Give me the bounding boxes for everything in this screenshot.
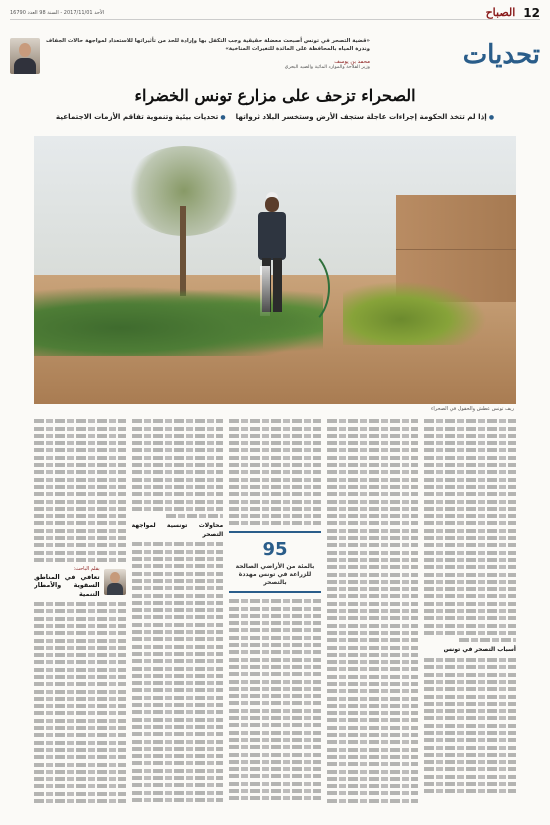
text-line [34, 690, 126, 694]
byline-photo [104, 569, 126, 595]
photo-water-stream [260, 266, 270, 316]
text-line [229, 492, 321, 496]
text-line [424, 521, 516, 525]
text-line [424, 434, 516, 438]
text-line [327, 770, 419, 774]
text-line [229, 621, 321, 625]
text-line [132, 608, 224, 612]
text-line [327, 521, 419, 525]
text-line [229, 478, 321, 482]
text-line [34, 660, 126, 664]
text-line [424, 716, 516, 720]
subhead-2: ● تحديات بيئية وتنموية تفاقم الأزمات الاجتماعية [56, 112, 226, 121]
text-line [132, 542, 224, 546]
text-line [327, 441, 419, 445]
text-line [327, 551, 419, 555]
text-line [327, 616, 419, 620]
text-line [424, 514, 516, 518]
text-line [327, 565, 419, 569]
text-line [327, 448, 419, 452]
text-line [34, 711, 126, 715]
text-line [424, 558, 516, 562]
text-line [229, 687, 321, 691]
text-line [34, 427, 126, 431]
text-line [34, 733, 126, 737]
article-subheads [10, 112, 540, 121]
photo-crops-right [343, 281, 488, 345]
text-line [34, 719, 126, 723]
text-line [229, 521, 321, 525]
page-number: 12 [523, 5, 540, 20]
text-line [327, 791, 419, 795]
article-photo [34, 136, 516, 404]
body-column-1 [424, 416, 516, 816]
text-line [229, 514, 321, 518]
top-bar [10, 6, 540, 20]
text-line [327, 740, 419, 744]
text-line [34, 755, 126, 759]
text-line [327, 514, 419, 518]
text-line [424, 441, 516, 445]
text-line [229, 485, 321, 489]
text-line [132, 645, 224, 649]
body-column-5 [34, 416, 126, 816]
text-line [424, 485, 516, 489]
text-line [424, 427, 516, 431]
text-line [424, 543, 516, 547]
text-line [327, 500, 419, 504]
text-line [327, 456, 419, 460]
text-line [132, 557, 224, 561]
article-headline: الصحراء تزحف على مزارع تونس الخضراء [134, 86, 416, 105]
text-line [327, 602, 419, 606]
section-title: تحديات [462, 40, 540, 70]
text-line [229, 738, 321, 742]
text-line [424, 687, 516, 691]
text-line [229, 694, 321, 698]
text-line [34, 770, 126, 774]
text-line [132, 594, 224, 598]
col1-subheading: أسباب التصحر في تونس [443, 646, 516, 654]
text-line [34, 602, 126, 606]
text-line [327, 631, 419, 635]
text-line [327, 485, 419, 489]
text-line [229, 796, 321, 800]
text-line [327, 594, 419, 598]
author-quote: «قضية التصحر في تونس أصبحت معضلة حقيقية وجب التكفل بها وإرادة للحد من تأثيراتها للاستعداد لمواجهة حالات الجفاف وندرة المياه بالمحافظة على المائدة للتغيرات المناخية» [46, 38, 370, 52]
dateline: الأحد 2017/11/01 - السنة 98 العدد 16790 [10, 9, 105, 16]
text-line [229, 448, 321, 452]
text-line [34, 536, 126, 540]
text-line [34, 543, 126, 547]
text-line [327, 470, 419, 474]
text-line [34, 456, 126, 460]
text-line [424, 594, 516, 598]
text-line [229, 628, 321, 632]
text-line [459, 638, 516, 642]
text-line [132, 630, 224, 634]
text-line [34, 631, 126, 635]
pullquote-text: بالمئة من الأراضي الصالحة للزراعة في تونس مهددة بالتصحر [235, 563, 315, 587]
text-line [132, 601, 224, 605]
text-line [424, 782, 516, 786]
text-line [424, 419, 516, 423]
text-line [424, 665, 516, 669]
newspaper-masthead: الصباح [485, 6, 516, 19]
text-line [424, 478, 516, 482]
text-line [132, 652, 224, 656]
text-line [327, 624, 419, 628]
text-line [327, 463, 419, 467]
text-line [424, 565, 516, 569]
pullquote [229, 531, 321, 593]
text-line [34, 419, 126, 423]
text-line [132, 659, 224, 663]
text-line [424, 551, 516, 555]
text-line [34, 799, 126, 803]
text-line [327, 492, 419, 496]
text-line [132, 470, 224, 474]
text-line [424, 753, 516, 757]
text-line [229, 463, 321, 467]
text-line [424, 695, 516, 699]
text-line [132, 564, 224, 568]
text-line [34, 668, 126, 672]
text-line [229, 680, 321, 684]
text-line [229, 643, 321, 647]
text-line [327, 697, 419, 701]
text-line [34, 617, 126, 621]
text-line [229, 427, 321, 431]
text-line [34, 697, 126, 701]
text-line [229, 789, 321, 793]
text-line [424, 775, 516, 779]
text-line [424, 500, 516, 504]
text-line [327, 711, 419, 715]
text-line [327, 434, 419, 438]
text-line [424, 448, 516, 452]
text-line [132, 681, 224, 685]
text-line [34, 653, 126, 657]
author-name: محمد بن يوسف [334, 59, 370, 66]
text-line [424, 602, 516, 606]
text-line [132, 572, 224, 576]
text-line [327, 646, 419, 650]
text-line [132, 550, 224, 554]
text-line [34, 741, 126, 745]
byline-title: تعافي في المناطق السقوية والأمطار التنمية [34, 573, 100, 598]
text-line [327, 587, 419, 591]
text-line [327, 573, 419, 577]
article-body [34, 416, 516, 816]
text-line [132, 441, 224, 445]
text-line [424, 536, 516, 540]
text-line [424, 507, 516, 511]
text-line [327, 704, 419, 708]
text-line [424, 724, 516, 728]
text-line [132, 696, 224, 700]
text-line [132, 637, 224, 641]
text-line [424, 492, 516, 496]
farmer-head [265, 197, 279, 212]
text-line [327, 667, 419, 671]
text-line [327, 609, 419, 613]
text-line [34, 434, 126, 438]
text-line [34, 624, 126, 628]
text-line [132, 448, 224, 452]
text-line [424, 709, 516, 713]
text-line [229, 745, 321, 749]
text-line [166, 514, 223, 518]
author-box [10, 38, 370, 80]
text-line [34, 507, 126, 511]
text-line [327, 543, 419, 547]
text-line [327, 777, 419, 781]
text-line [424, 760, 516, 764]
author-photo [10, 38, 40, 74]
text-line [132, 586, 224, 590]
text-line [229, 731, 321, 735]
text-line [424, 573, 516, 577]
text-line [34, 763, 126, 767]
text-line [424, 702, 516, 706]
text-line [229, 672, 321, 676]
text-line [424, 658, 516, 662]
text-line [229, 782, 321, 786]
text-line [424, 680, 516, 684]
subhead-1: ● إذا لم تتخذ الحكومة إجراءات عاجلة ستجف الأرض وستخسر البلاد ثرواتها [236, 112, 494, 121]
text-line [34, 646, 126, 650]
text-line [132, 419, 224, 423]
text-line [327, 748, 419, 752]
text-line [327, 733, 419, 737]
text-line [34, 478, 126, 482]
text-line [34, 500, 126, 504]
text-line [34, 777, 126, 781]
text-line [132, 740, 224, 744]
text-line [229, 470, 321, 474]
text-line [327, 718, 419, 722]
page-header-right [486, 6, 540, 20]
text-line [229, 434, 321, 438]
photo-tree [124, 146, 244, 296]
text-line [424, 789, 516, 793]
text-line [132, 579, 224, 583]
body-column-2 [327, 416, 419, 816]
text-line [229, 607, 321, 611]
text-line [34, 485, 126, 489]
text-line [229, 716, 321, 720]
text-line [34, 609, 126, 613]
body-column-4 [132, 416, 224, 816]
text-line [424, 587, 516, 591]
text-line [34, 639, 126, 643]
text-line [34, 448, 126, 452]
text-line [327, 784, 419, 788]
text-line [132, 507, 224, 511]
text-line [424, 463, 516, 467]
text-line [132, 783, 224, 787]
text-line [327, 638, 419, 642]
text-line [229, 701, 321, 705]
text-line [229, 665, 321, 669]
text-line [132, 427, 224, 431]
text-line [132, 718, 224, 722]
text-line [229, 774, 321, 778]
text-line [229, 760, 321, 764]
byline-box [34, 566, 126, 598]
text-line [327, 660, 419, 664]
col3-subheading: محاولات تونسية لمواجهة التصحر [131, 522, 224, 538]
text-line [424, 456, 516, 460]
text-line [327, 653, 419, 657]
text-line [132, 791, 224, 795]
text-line [327, 682, 419, 686]
photo-hose [270, 248, 330, 328]
text-line [424, 580, 516, 584]
text-line [132, 463, 224, 467]
text-line [34, 463, 126, 467]
text-line [132, 688, 224, 692]
text-line [327, 529, 419, 533]
text-line [132, 710, 224, 714]
text-line [229, 441, 321, 445]
text-line [34, 558, 126, 562]
text-line [132, 747, 224, 751]
text-line [132, 478, 224, 482]
text-line [229, 658, 321, 662]
text-line [34, 682, 126, 686]
author-text [46, 38, 370, 70]
text-line [424, 616, 516, 620]
text-line [327, 558, 419, 562]
text-line [34, 675, 126, 679]
text-line [132, 500, 224, 504]
text-line [229, 419, 321, 423]
text-line [132, 776, 224, 780]
text-line [424, 738, 516, 742]
text-line [327, 478, 419, 482]
author-role: وزير الفلاحة والموارد المائية والصيد البحري [284, 65, 370, 71]
text-line [327, 580, 419, 584]
text-line [229, 709, 321, 713]
text-line [132, 769, 224, 773]
text-line [229, 599, 321, 603]
text-line [229, 614, 321, 618]
text-line [132, 492, 224, 496]
text-line [424, 470, 516, 474]
pullquote-number: 95 [262, 539, 288, 561]
text-line [327, 799, 419, 803]
text-line [34, 792, 126, 796]
text-line [132, 798, 224, 802]
tree-trunk [180, 206, 186, 296]
text-line [132, 761, 224, 765]
text-line [34, 514, 126, 518]
text-line [424, 609, 516, 613]
text-line [34, 784, 126, 788]
text-line [132, 703, 224, 707]
text-line [34, 726, 126, 730]
text-line [327, 427, 419, 431]
text-line [229, 767, 321, 771]
text-line [34, 748, 126, 752]
text-line [132, 674, 224, 678]
text-line [327, 762, 419, 766]
text-line [327, 689, 419, 693]
text-line [132, 615, 224, 619]
text-line [424, 624, 516, 628]
text-line [424, 529, 516, 533]
text-line [229, 723, 321, 727]
text-line [424, 746, 516, 750]
text-line [229, 636, 321, 640]
text-line [327, 419, 419, 423]
text-line [132, 732, 224, 736]
text-line [424, 731, 516, 735]
text-line [424, 631, 516, 635]
text-line [327, 536, 419, 540]
text-line [34, 704, 126, 708]
text-line [327, 675, 419, 679]
text-line [229, 507, 321, 511]
text-line [327, 755, 419, 759]
text-line [229, 753, 321, 757]
text-line [229, 456, 321, 460]
text-line [229, 500, 321, 504]
text-line [34, 441, 126, 445]
text-line [132, 456, 224, 460]
text-line [229, 650, 321, 654]
text-line [34, 529, 126, 533]
text-line [132, 485, 224, 489]
text-line [132, 754, 224, 758]
text-line [34, 521, 126, 525]
text-line [132, 623, 224, 627]
byline-text [34, 566, 100, 598]
photo-caption: ريف تونس عطش والحقول في الصحراء [431, 406, 514, 412]
text-line [424, 673, 516, 677]
body-column-3 [229, 416, 321, 816]
text-line [34, 551, 126, 555]
text-line [132, 667, 224, 671]
text-line [34, 470, 126, 474]
text-line [327, 726, 419, 730]
text-line [327, 507, 419, 511]
byline-label: بقلم الباحث: [73, 565, 100, 572]
farmer-body [258, 212, 286, 260]
text-line [132, 725, 224, 729]
text-line [424, 767, 516, 771]
text-line [34, 492, 126, 496]
text-line [132, 434, 224, 438]
